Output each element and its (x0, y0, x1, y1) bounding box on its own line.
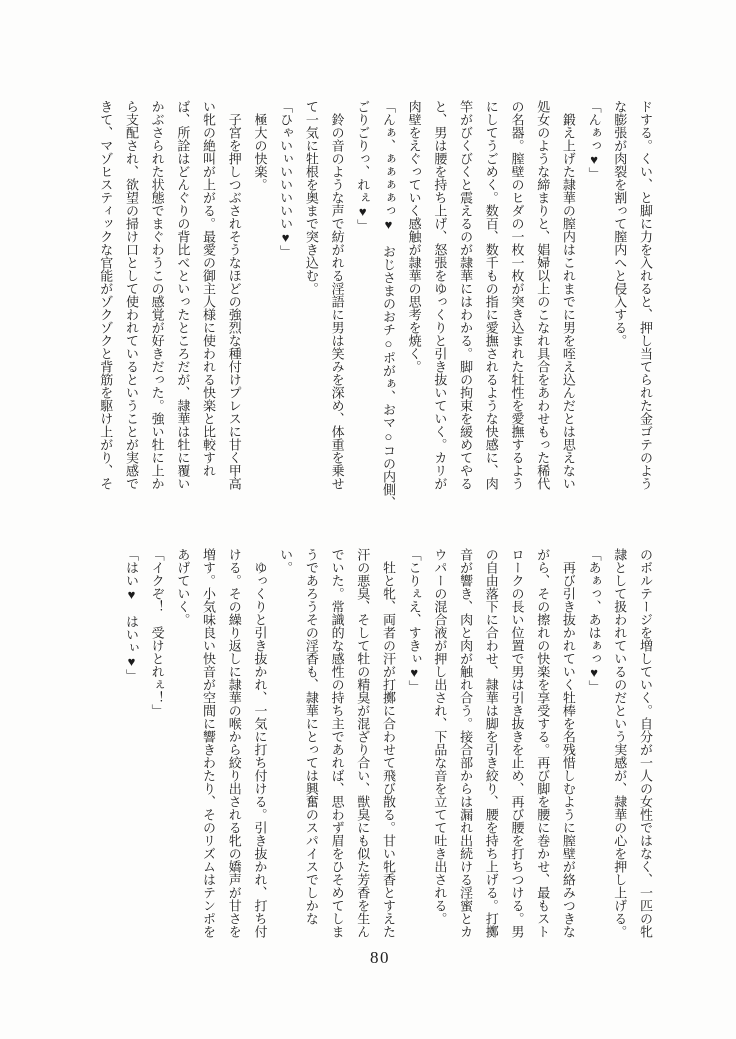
text-column: 「あぁっ、あはぁっ♥」 (586, 548, 602, 693)
text-column: ドする。くい、と脚に力を入れると、押し当てられた金ゴテのよう (638, 100, 653, 490)
text-column: でいた。常識的な感性の持ち主であれば、思わず眉をひそめてしま (329, 548, 345, 938)
text-column: うであろうその淫香も、隷華にとっては興奮のスパイスでしかな (303, 548, 319, 925)
text-block-bottom (118, 548, 658, 948)
text-column: 汗の悪臭、そして牡の精臭が混ざり合い、獣臭にも似た芳香を生ん (355, 548, 371, 938)
text-column: かぶさられた状態でまぐわうこの感覚が好きだった。強い牡に上か (149, 100, 165, 490)
text-column: ける。その繰り返しに隷華の喉から絞り出される牝の嬌声が甘さを (226, 548, 242, 938)
text-column: 鍛え上げた隷華の膣内はこれまでに男を咥え込んだとは思えない (560, 100, 576, 490)
text-column: 「んぁ、ぁぁぁぁっ♥ おじさまのおチ○ポがぁ、おマ○コの内側、 (380, 100, 396, 509)
text-column: のボルテージを増していく。自分が一人の女性ではなく、一匹の牝 (638, 548, 653, 938)
text-column: ロークの長い位置で男は引き抜きを止め、再び腰を打ちつける。男 (509, 548, 525, 938)
text-column: 音が響き、肉と肉が触れ合う。接合部からは漏れ出続ける淫蜜とカ (458, 548, 474, 938)
text-column: ごりごりっ、れぇ♥」 (355, 100, 371, 232)
text-column: ら支配され、欲望の掃け口として使われているということが実感で (123, 100, 139, 490)
text-column: い。 (278, 548, 294, 574)
text-column: きて、マゾヒスティックな官能がゾクゾクと背筋を駆け上がり、そ (98, 100, 114, 490)
text-column: 「こりぇえ、すきぃ♥」 (406, 548, 422, 693)
text-column: 極大の快楽。 (252, 100, 268, 191)
text-column: 鈴の音のような声で紡がれる淫語に男は笑みを深め、体重を乗せ (329, 100, 345, 490)
text-column: の名器。膣壁のヒダの一枚一枚が突き込まれた牡性を愛撫するよう (509, 100, 525, 490)
text-column: 処女のような締まりと、娼婦以上のこなれ具合をあわせもった稀代 (535, 100, 551, 490)
text-column: 竿がびくびくと震えるのが隷華にはわかる。脚の拘束を緩めてやる (458, 100, 474, 490)
text-column: がら、その擦れの快楽を享受する。再び脚を腰に巻かせ、最もスト (535, 548, 551, 938)
text-column: にしてうごめく。数百、数千もの指に愛撫されるような快感に、肉 (483, 100, 499, 490)
text-column: 再び引き抜かれていく牡棒を名残惜しむように膣壁が絡みつきな (560, 548, 576, 938)
text-column: ゆっくりと引き抜かれ、一気に打ち付ける。引き抜かれ、打ち付 (252, 548, 268, 938)
text-block-top (93, 100, 658, 509)
text-column: 「イクぞ！ 受けとれぇ！」 (149, 548, 165, 717)
text-column: の自由落下に合わせ、隷華は脚を引き絞り、腰を持ち上げる。打擲 (483, 548, 499, 938)
text-column: 隷として扱われているのだという実感が、隷華の心を押し上げる。 (612, 548, 628, 938)
text-column: 子宮を押しつぶされそうなほどの強烈な種付けプレスに甘く甲高 (226, 100, 242, 490)
text-column: ば、所詮はどんぐりの背比べといったところだが、隷華は牡に覆い (175, 100, 191, 490)
text-column: 牡と牝、両者の汗が打擲に合わせて飛び散る。甘い牝香とすえた (380, 548, 396, 938)
text-column: 「んぁっ♥」 (586, 100, 602, 180)
text-column: と、男は腰を持ち上げ、怒張をゆっくりと引き抜いていく。カリが (432, 100, 448, 490)
text-column: 「ひゃいぃいいいいい♥」 (278, 100, 294, 258)
text-column: な膨張が肉裂を割って膣内へと侵入する。 (612, 100, 628, 347)
page-number: 80 (370, 948, 390, 967)
text-column: ウパーの混合液が押し出され、下品な音を立てて吐き出される。 (432, 548, 448, 925)
text-column: 「はい♥ はいぃ♥」 (123, 548, 139, 682)
text-column: 増す。小気味良い快音が空間に響きわたり、そのリズムはテンポを (201, 548, 217, 938)
text-column: あげていく。 (175, 548, 191, 626)
text-column: 肉壁をえぐっていく感触が隷華の思考を焼く。 (406, 100, 422, 373)
text-column: て一気に牡根を奥まで突き込む。 (303, 100, 319, 295)
text-column: い牝の絶叫が上がる。最愛の御主人様に使われる快楽と比較すれ (201, 100, 217, 477)
